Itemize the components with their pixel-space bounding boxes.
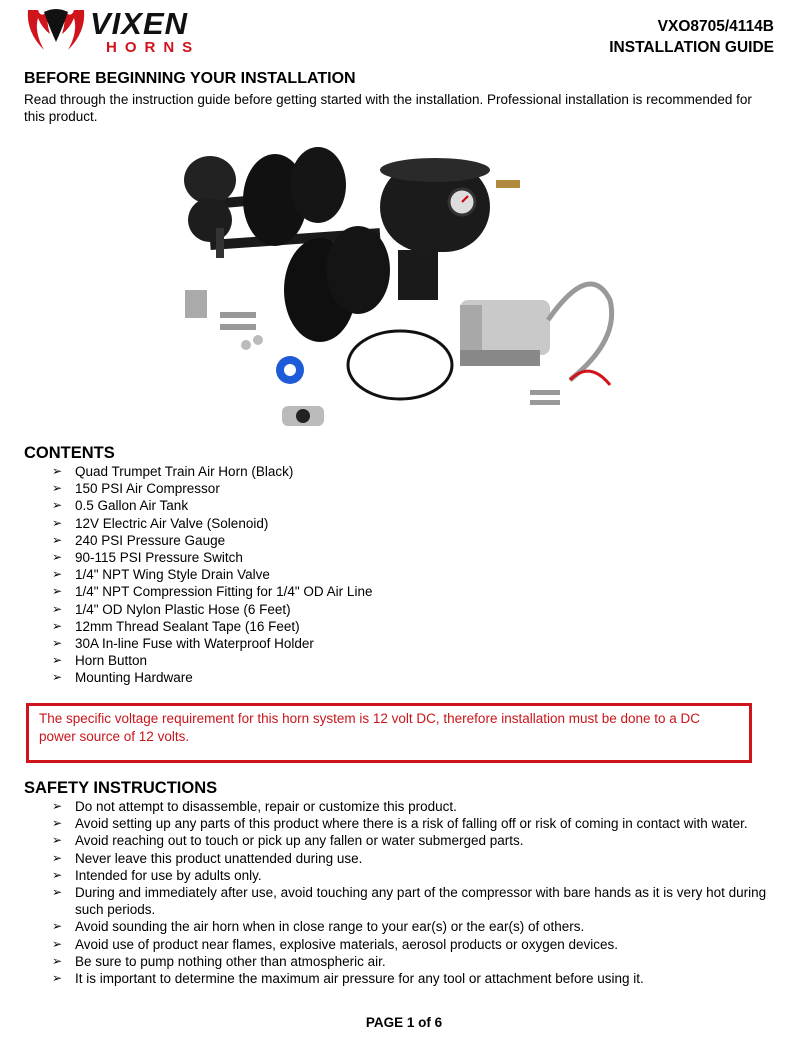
list-item: ➢ Avoid setting up any parts of this product where there is a risk of falling off or risk of coming in contact with water. <box>52 816 748 832</box>
list-item: ➢ 90-115 PSI Pressure Switch <box>52 550 243 566</box>
horn-icon <box>184 147 390 342</box>
voltage-warning-text: The specific voltage requirement for this horn system is 12 volt DC, therefore installation must be done to a DC power source of 12 volts. <box>39 711 701 744</box>
list-item: ➢ Intended for use by adults only. <box>52 867 262 883</box>
list-item: ➢ 240 PSI Pressure Gauge <box>52 532 226 548</box>
product-photo <box>170 140 630 440</box>
arrow-bullet-icon: ➢ <box>52 515 63 530</box>
list-item: ➢ 12mm Thread Sealant Tape (16 Feet) <box>52 618 300 634</box>
page-number: PAGE 1 of 6 <box>365 1015 443 1030</box>
arrow-bullet-icon: ➢ <box>52 550 63 565</box>
contents-heading: CONTENTS <box>24 444 115 462</box>
list-item: ➢ 1/4" NPT Wing Style Drain Valve <box>52 567 270 583</box>
compressor-icon <box>460 284 612 380</box>
arrow-bullet-icon: ➢ <box>52 464 63 478</box>
list-item: ➢ Avoid sounding the air horn when in close range to your ear(s) or the ear(s) of others. <box>52 919 585 935</box>
list-item: ➢ 30A In-line Fuse with Waterproof Holder <box>52 636 314 652</box>
arrow-bullet-icon: ➢ <box>52 867 63 882</box>
arrow-bullet-icon: ➢ <box>52 919 63 934</box>
list-item: ➢ 1/4" NPT Compression Fitting for 1/4" OD Air Line <box>52 584 373 600</box>
safety-heading: SAFETY INSTRUCTIONS <box>24 779 218 797</box>
arrow-bullet-icon: ➢ <box>52 936 63 951</box>
list-item: ➢ Quad Trumpet Train Air Horn (Black) <box>52 464 294 479</box>
list-item: ➢ Never leave this product unattended during use. <box>52 850 363 866</box>
list-item: ➢ 1/4" OD Nylon Plastic Hose (6 Feet) <box>52 601 291 617</box>
voltage-warning-box <box>26 703 752 763</box>
arrow-bullet-icon: ➢ <box>52 618 63 633</box>
before-heading: BEFORE BEGINNING YOUR INSTALLATION <box>24 70 356 87</box>
list-item: ➢ During and immediately after use, avoid touching any part of the compressor with bare hands as it is very hot during such periods. <box>52 885 767 918</box>
list-item: ➢ Mounting Hardware <box>52 670 193 686</box>
arrow-bullet-icon: ➢ <box>52 636 63 651</box>
intro-paragraph: Read through the instruction guide before getting started with the installation. Professional installation is recommended for this product. <box>24 92 752 124</box>
arrow-bullet-icon: ➢ <box>52 670 63 685</box>
arrow-bullet-icon: ➢ <box>52 653 63 668</box>
list-item: ➢ Be sure to pump nothing other than atmospheric air. <box>52 953 386 969</box>
arrow-bullet-icon: ➢ <box>52 953 63 968</box>
arrow-bullet-icon: ➢ <box>52 601 63 616</box>
arrow-bullet-icon: ➢ <box>52 850 63 865</box>
list-item: ➢ 0.5 Gallon Air Tank <box>52 498 189 514</box>
tape-roll-icon <box>276 356 304 384</box>
arrow-bullet-icon: ➢ <box>52 833 63 848</box>
list-item: ➢ Do not attempt to disassemble, repair or customize this product. <box>52 799 457 814</box>
list-item: ➢ 150 PSI Air Compressor <box>52 481 220 497</box>
list-item: ➢ It is important to determine the maximum air pressure for any tool or attachment before using it. <box>52 971 644 987</box>
arrow-bullet-icon: ➢ <box>52 885 63 900</box>
air-tank-icon <box>380 158 520 300</box>
arrow-bullet-icon: ➢ <box>52 816 63 831</box>
vixen-horns-logo <box>24 4 244 56</box>
arrow-bullet-icon: ➢ <box>52 498 63 513</box>
document-identifier <box>609 16 774 58</box>
doc-type: INSTALLATION GUIDE <box>609 39 774 56</box>
logo-word-top: VIXEN <box>90 6 189 41</box>
logo-word-bottom: HORNS <box>106 39 201 56</box>
arrow-bullet-icon: ➢ <box>52 481 63 496</box>
list-item: ➢ Avoid use of product near flames, explosive materials, aerosol products or oxygen devices. <box>52 936 619 952</box>
doc-code: VXO8705/4114B <box>657 18 774 35</box>
safety-list <box>52 798 772 987</box>
arrow-bullet-icon: ➢ <box>52 567 63 582</box>
arrow-bullet-icon: ➢ <box>52 971 63 986</box>
list-item: ➢ 12V Electric Air Valve (Solenoid) <box>52 515 269 531</box>
list-item: ➢ Avoid reaching out to touch or pick up any fallen or water submerged parts. <box>52 833 524 849</box>
arrow-bullet-icon: ➢ <box>52 532 63 547</box>
list-item: ➢ Horn Button <box>52 653 148 669</box>
contents-list <box>52 463 372 687</box>
arrow-bullet-icon: ➢ <box>52 799 63 813</box>
hose-coil-icon <box>348 331 452 399</box>
horn-button-icon <box>282 406 324 426</box>
arrow-bullet-icon: ➢ <box>52 584 63 599</box>
